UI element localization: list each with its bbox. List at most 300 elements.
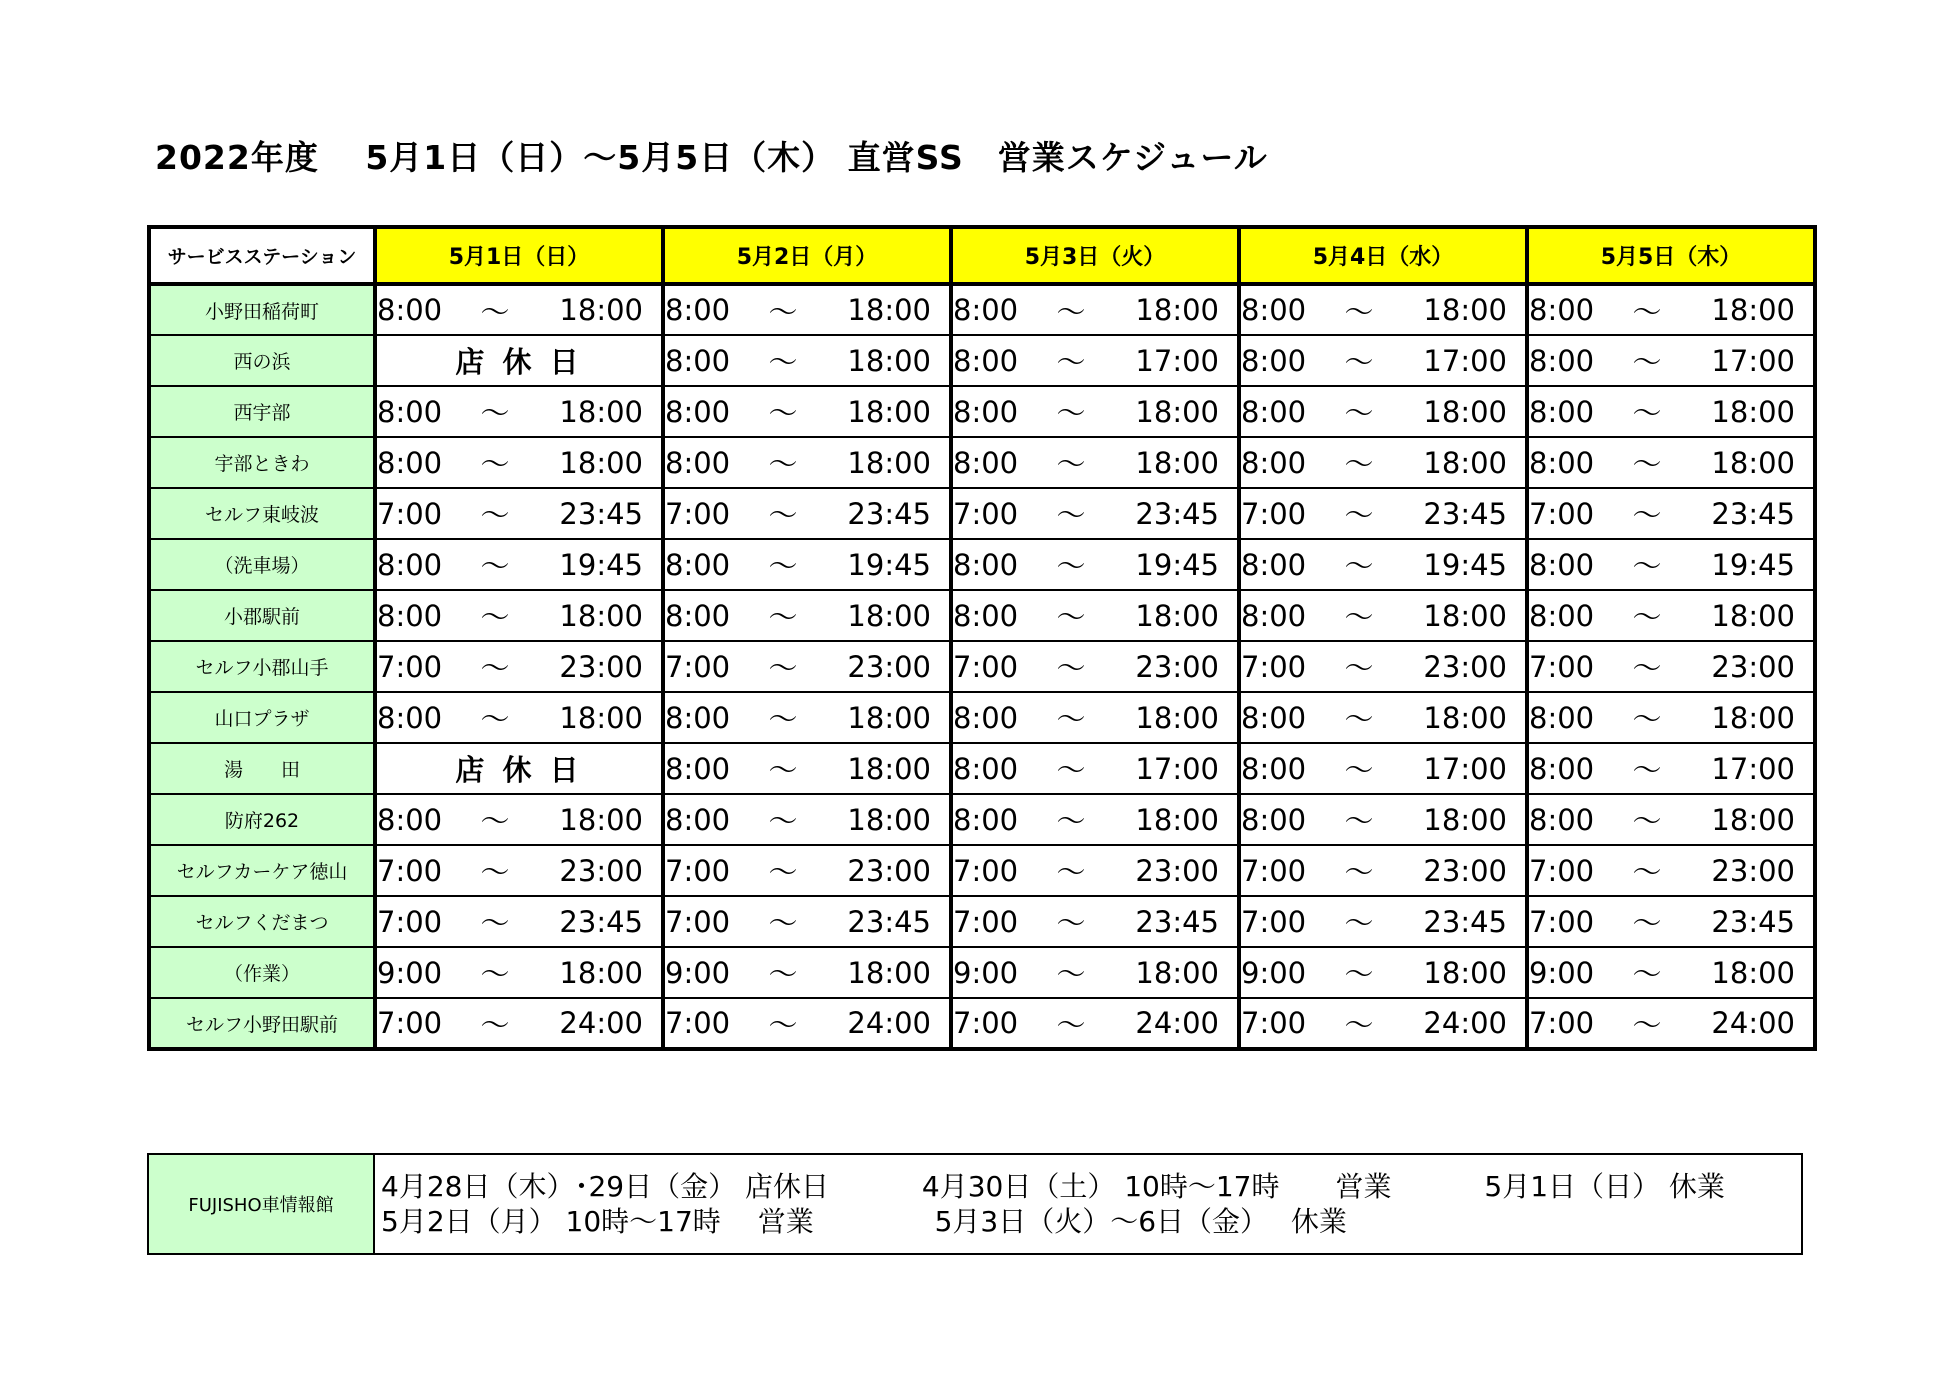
close-time: 17:00 — [1423, 751, 1507, 786]
tilde-separator: ～ — [480, 498, 510, 532]
tilde-separator: ～ — [480, 396, 510, 430]
hours-cell — [951, 896, 1239, 947]
closed-cell — [375, 335, 663, 386]
tilde-separator: ～ — [480, 549, 510, 583]
tilde-separator: ～ — [1056, 345, 1086, 379]
hours-cell — [375, 590, 663, 641]
table-row — [149, 896, 1815, 947]
open-time: 7:00 — [377, 1006, 443, 1040]
closed-label: 店 休 日 — [455, 753, 583, 787]
close-time: 18:00 — [1423, 394, 1507, 429]
tilde-separator: ～ — [480, 702, 510, 736]
tilde-separator: ～ — [1056, 855, 1086, 889]
hours-cell — [375, 845, 663, 896]
close-time: 18:00 — [1423, 598, 1507, 633]
tilde-separator: ～ — [480, 906, 510, 940]
close-time: 18:00 — [1711, 955, 1795, 990]
hours-cell — [1239, 641, 1527, 692]
open-time: 8:00 — [1241, 445, 1307, 480]
table-row — [149, 794, 1815, 845]
hours-cell — [1527, 692, 1815, 743]
close-time: 23:00 — [1423, 853, 1507, 888]
close-time: 18:00 — [1711, 293, 1795, 327]
open-time: 7:00 — [953, 904, 1019, 939]
open-time: 7:00 — [1241, 1006, 1307, 1040]
tilde-separator: ～ — [768, 651, 798, 685]
close-time: 23:00 — [1711, 649, 1795, 684]
hours-cell — [375, 947, 663, 998]
hours-cell — [951, 692, 1239, 743]
hours-cell — [375, 896, 663, 947]
close-time: 18:00 — [1135, 394, 1219, 429]
hours-cell — [1527, 794, 1815, 845]
tilde-separator: ～ — [1056, 447, 1086, 481]
hours-cell — [1239, 794, 1527, 845]
close-time: 18:00 — [1135, 700, 1219, 735]
info-text — [374, 1154, 1802, 1254]
close-time: 18:00 — [1423, 445, 1507, 480]
hours-cell — [663, 284, 951, 335]
schedule-table — [147, 225, 1817, 1051]
hours-cell — [663, 386, 951, 437]
close-time: 23:45 — [1423, 904, 1507, 939]
station-name: 湯 田 — [149, 743, 375, 794]
open-time: 7:00 — [953, 1006, 1019, 1040]
hours-cell — [375, 284, 663, 335]
tilde-separator: ～ — [768, 702, 798, 736]
close-time: 18:00 — [847, 293, 931, 327]
tilde-separator: ～ — [768, 396, 798, 430]
close-time: 18:00 — [559, 445, 643, 480]
close-time: 18:00 — [559, 394, 643, 429]
close-time: 23:00 — [847, 649, 931, 684]
open-time: 8:00 — [953, 751, 1019, 786]
open-time: 8:00 — [953, 394, 1019, 429]
open-time: 7:00 — [665, 649, 731, 684]
open-time: 7:00 — [1529, 853, 1595, 888]
open-time: 7:00 — [665, 853, 731, 888]
open-time: 8:00 — [665, 343, 731, 378]
hours-cell — [1527, 998, 1815, 1049]
close-time: 18:00 — [1423, 955, 1507, 990]
station-name: 山口プラザ — [149, 692, 375, 743]
close-time: 23:00 — [1423, 649, 1507, 684]
hours-cell — [951, 539, 1239, 590]
open-time: 8:00 — [665, 700, 731, 735]
hours-cell — [375, 437, 663, 488]
tilde-separator: ～ — [1632, 957, 1662, 991]
hours-cell — [663, 794, 951, 845]
close-time: 23:45 — [1423, 496, 1507, 531]
hours-cell — [951, 743, 1239, 794]
open-time: 7:00 — [1529, 649, 1595, 684]
open-time: 8:00 — [1241, 394, 1307, 429]
hours-cell — [1239, 947, 1527, 998]
open-time: 7:00 — [665, 1006, 731, 1040]
tilde-separator: ～ — [1344, 702, 1374, 736]
close-time: 18:00 — [847, 955, 931, 990]
open-time: 7:00 — [1241, 853, 1307, 888]
close-time: 18:00 — [1135, 802, 1219, 837]
close-time: 18:00 — [1711, 598, 1795, 633]
info-station-name: FUJISHO車情報館 — [148, 1154, 374, 1254]
close-time: 18:00 — [559, 700, 643, 735]
open-time: 8:00 — [1529, 802, 1595, 837]
hours-cell — [375, 488, 663, 539]
tilde-separator: ～ — [1056, 294, 1086, 329]
open-time: 8:00 — [665, 547, 731, 582]
tilde-separator: ～ — [768, 294, 798, 329]
open-time: 8:00 — [953, 445, 1019, 480]
station-name: 小野田稲荷町 — [149, 284, 375, 335]
close-time: 18:00 — [847, 598, 931, 633]
tilde-separator: ～ — [1344, 1007, 1374, 1042]
close-time: 18:00 — [1423, 700, 1507, 735]
open-time: 8:00 — [1241, 598, 1307, 633]
tilde-separator: ～ — [1632, 549, 1662, 583]
open-time: 8:00 — [665, 598, 731, 633]
tilde-separator: ～ — [1344, 498, 1374, 532]
tilde-separator: ～ — [768, 855, 798, 889]
hours-cell — [663, 845, 951, 896]
table-row — [149, 845, 1815, 896]
table-row — [149, 998, 1815, 1049]
hours-cell — [1239, 488, 1527, 539]
hours-cell — [663, 896, 951, 947]
day-header-5: 5月5日（木） — [1527, 227, 1815, 284]
open-time: 7:00 — [377, 496, 443, 531]
hours-cell — [951, 488, 1239, 539]
tilde-separator: ～ — [1344, 855, 1374, 889]
open-time: 8:00 — [1529, 598, 1595, 633]
close-time: 19:45 — [1135, 547, 1219, 582]
table-row — [149, 539, 1815, 590]
open-time: 8:00 — [953, 293, 1019, 327]
close-time: 19:45 — [559, 547, 643, 582]
day-header-3: 5月3日（火） — [951, 227, 1239, 284]
open-time: 8:00 — [1529, 293, 1595, 327]
info-line-1: 4月28日（木）･29日（金） 店休日 4月30日（土） 10時～17時 営業 5月1日（日） 休業 — [381, 1170, 1725, 1203]
close-time: 18:00 — [559, 598, 643, 633]
tilde-separator: ～ — [1056, 498, 1086, 532]
table-row — [149, 590, 1815, 641]
open-time: 7:00 — [377, 904, 443, 939]
hours-cell — [1239, 437, 1527, 488]
schedule-body — [149, 284, 1815, 1049]
open-time: 8:00 — [665, 394, 731, 429]
tilde-separator: ～ — [1344, 345, 1374, 379]
open-time: 8:00 — [377, 394, 443, 429]
hours-cell — [1527, 539, 1815, 590]
open-time: 8:00 — [377, 547, 443, 582]
hours-cell — [951, 437, 1239, 488]
close-time: 17:00 — [1711, 343, 1795, 378]
station-name: セルフ東岐波 — [149, 488, 375, 539]
open-time: 8:00 — [377, 293, 443, 327]
tilde-separator: ～ — [480, 855, 510, 889]
station-name: セルフ小郡山手 — [149, 641, 375, 692]
hours-cell — [663, 743, 951, 794]
hours-cell — [951, 386, 1239, 437]
close-time: 18:00 — [559, 293, 643, 327]
station-name: セルフカーケア徳山 — [149, 845, 375, 896]
tilde-separator: ～ — [1632, 447, 1662, 481]
table-row — [149, 386, 1815, 437]
tilde-separator: ～ — [1056, 906, 1086, 940]
close-time: 17:00 — [1711, 751, 1795, 786]
open-time: 8:00 — [1529, 445, 1595, 480]
tilde-separator: ～ — [768, 1007, 798, 1042]
open-time: 7:00 — [1241, 649, 1307, 684]
open-time: 8:00 — [665, 802, 731, 837]
close-time: 18:00 — [1135, 445, 1219, 480]
hours-cell — [663, 437, 951, 488]
info-row — [148, 1154, 1802, 1254]
close-time: 23:00 — [1135, 649, 1219, 684]
day-header-2: 5月2日（月） — [663, 227, 951, 284]
tilde-separator: ～ — [1344, 651, 1374, 685]
tilde-separator: ～ — [1056, 1007, 1086, 1042]
close-time: 23:45 — [1135, 496, 1219, 531]
station-name: 小郡駅前 — [149, 590, 375, 641]
open-time: 8:00 — [377, 445, 443, 480]
tilde-separator: ～ — [1632, 396, 1662, 430]
tilde-separator: ～ — [1632, 345, 1662, 379]
open-time: 8:00 — [1529, 751, 1595, 786]
open-time: 7:00 — [1529, 496, 1595, 531]
close-time: 17:00 — [1135, 343, 1219, 378]
hours-cell — [951, 590, 1239, 641]
tilde-separator: ～ — [768, 804, 798, 838]
open-time: 8:00 — [953, 598, 1019, 633]
station-name: 防府262 — [149, 794, 375, 845]
tilde-separator: ～ — [768, 498, 798, 532]
tilde-separator: ～ — [1344, 549, 1374, 583]
table-row — [149, 641, 1815, 692]
close-time: 19:45 — [847, 547, 931, 582]
open-time: 8:00 — [665, 751, 731, 786]
hours-cell — [951, 845, 1239, 896]
hours-cell — [1527, 488, 1815, 539]
close-time: 17:00 — [1423, 343, 1507, 378]
tilde-separator: ～ — [1056, 651, 1086, 685]
hours-cell — [1239, 590, 1527, 641]
open-time: 8:00 — [953, 700, 1019, 735]
tilde-separator: ～ — [480, 957, 510, 991]
close-time: 23:45 — [1711, 496, 1795, 531]
hours-cell — [375, 998, 663, 1049]
hours-cell — [951, 335, 1239, 386]
info-line-2: 5月2日（月） 10時～17時 営業 5月3日（火）～6日（金） 休業 — [381, 1205, 1347, 1238]
close-time: 23:45 — [559, 496, 643, 531]
station-name: セルフ小野田駅前 — [149, 998, 375, 1049]
close-time: 18:00 — [847, 751, 931, 786]
hours-cell — [1239, 284, 1527, 335]
close-time: 23:00 — [559, 649, 643, 684]
open-time: 8:00 — [377, 700, 443, 735]
tilde-separator: ～ — [1344, 447, 1374, 481]
hours-cell — [1527, 590, 1815, 641]
close-time: 23:45 — [847, 496, 931, 531]
tilde-separator: ～ — [480, 447, 510, 481]
close-time: 18:00 — [847, 343, 931, 378]
open-time: 8:00 — [1529, 700, 1595, 735]
hours-cell — [1239, 386, 1527, 437]
table-row — [149, 284, 1815, 335]
hours-cell — [375, 692, 663, 743]
station-name: （作業） — [149, 947, 375, 998]
close-time: 18:00 — [1711, 700, 1795, 735]
close-time: 23:45 — [1711, 904, 1795, 939]
hours-cell — [1527, 896, 1815, 947]
tilde-separator: ～ — [1632, 600, 1662, 634]
close-time: 18:00 — [559, 955, 643, 990]
hours-cell — [1527, 845, 1815, 896]
hours-cell — [1527, 947, 1815, 998]
closed-cell — [375, 743, 663, 794]
close-time: 23:45 — [847, 904, 931, 939]
info-table — [147, 1153, 1803, 1255]
close-time: 24:00 — [559, 1006, 643, 1040]
hours-cell — [1239, 743, 1527, 794]
tilde-separator: ～ — [480, 1007, 510, 1042]
close-time: 24:00 — [1711, 1006, 1795, 1040]
hours-cell — [663, 539, 951, 590]
open-time: 8:00 — [1241, 802, 1307, 837]
table-row — [149, 335, 1815, 386]
open-time: 9:00 — [1529, 955, 1595, 990]
hours-cell — [1239, 692, 1527, 743]
hours-cell — [663, 692, 951, 743]
station-name: 西の浜 — [149, 335, 375, 386]
open-time: 7:00 — [377, 853, 443, 888]
open-time: 8:00 — [1241, 293, 1307, 327]
hours-cell — [1239, 539, 1527, 590]
hours-cell — [951, 284, 1239, 335]
close-time: 18:00 — [1135, 955, 1219, 990]
tilde-separator: ～ — [1056, 804, 1086, 838]
tilde-separator: ～ — [1632, 498, 1662, 532]
table-row — [149, 743, 1815, 794]
close-time: 18:00 — [1711, 394, 1795, 429]
open-time: 7:00 — [953, 853, 1019, 888]
open-time: 8:00 — [1529, 394, 1595, 429]
day-header-1: 5月1日（日） — [375, 227, 663, 284]
close-time: 23:45 — [559, 904, 643, 939]
close-time: 24:00 — [1135, 1006, 1219, 1040]
open-time: 8:00 — [1241, 700, 1307, 735]
tilde-separator: ～ — [480, 294, 510, 329]
hours-cell — [1527, 284, 1815, 335]
tilde-separator: ～ — [1344, 804, 1374, 838]
open-time: 8:00 — [377, 802, 443, 837]
hours-cell — [951, 794, 1239, 845]
open-time: 9:00 — [1241, 955, 1307, 990]
tilde-separator: ～ — [1344, 294, 1374, 329]
open-time: 8:00 — [1241, 547, 1307, 582]
hours-cell — [1527, 743, 1815, 794]
close-time: 18:00 — [1711, 445, 1795, 480]
open-time: 8:00 — [1529, 343, 1595, 378]
hours-cell — [951, 641, 1239, 692]
open-time: 8:00 — [953, 802, 1019, 837]
close-time: 24:00 — [847, 1006, 931, 1040]
tilde-separator: ～ — [1056, 957, 1086, 991]
hours-cell — [951, 947, 1239, 998]
hours-cell — [951, 998, 1239, 1049]
tilde-separator: ～ — [768, 906, 798, 940]
close-time: 18:00 — [1135, 598, 1219, 633]
close-time: 23:00 — [1711, 853, 1795, 888]
tilde-separator: ～ — [480, 804, 510, 838]
open-time: 7:00 — [1529, 904, 1595, 939]
open-time: 7:00 — [1529, 1006, 1595, 1040]
hours-cell — [663, 488, 951, 539]
tilde-separator: ～ — [1632, 651, 1662, 685]
hours-cell — [375, 539, 663, 590]
table-row — [149, 437, 1815, 488]
close-time: 23:00 — [1135, 853, 1219, 888]
open-time: 8:00 — [1241, 751, 1307, 786]
close-time: 18:00 — [1423, 293, 1507, 327]
open-time: 7:00 — [953, 496, 1019, 531]
tilde-separator: ～ — [1056, 702, 1086, 736]
hours-cell — [663, 335, 951, 386]
close-time: 18:00 — [1423, 802, 1507, 837]
open-time: 9:00 — [953, 955, 1019, 990]
hours-cell — [1527, 335, 1815, 386]
open-time: 8:00 — [953, 547, 1019, 582]
hours-cell — [1239, 998, 1527, 1049]
tilde-separator: ～ — [768, 345, 798, 379]
close-time: 18:00 — [847, 445, 931, 480]
open-time: 8:00 — [1529, 547, 1595, 582]
hours-cell — [1239, 896, 1527, 947]
station-column-header: サービスステーション — [149, 227, 375, 284]
page-title: 2022年度 5月1日（日）～5月5日（木） 直営SS 営業スケジュール — [155, 138, 1268, 177]
tilde-separator: ～ — [1344, 906, 1374, 940]
hours-cell — [663, 641, 951, 692]
hours-cell — [663, 947, 951, 998]
tilde-separator: ～ — [1056, 549, 1086, 583]
open-time: 9:00 — [377, 955, 443, 990]
close-time: 18:00 — [847, 394, 931, 429]
header-row — [149, 227, 1815, 284]
tilde-separator: ～ — [1344, 396, 1374, 430]
station-name: （洗車場） — [149, 539, 375, 590]
hours-cell — [1239, 845, 1527, 896]
station-name: 西宇部 — [149, 386, 375, 437]
tilde-separator: ～ — [1632, 855, 1662, 889]
tilde-separator: ～ — [1632, 906, 1662, 940]
close-time: 17:00 — [1135, 751, 1219, 786]
tilde-separator: ～ — [768, 753, 798, 787]
close-time: 18:00 — [847, 700, 931, 735]
open-time: 7:00 — [953, 649, 1019, 684]
open-time: 8:00 — [953, 343, 1019, 378]
hours-cell — [375, 386, 663, 437]
tilde-separator: ～ — [1632, 294, 1662, 329]
tilde-separator: ～ — [480, 651, 510, 685]
tilde-separator: ～ — [768, 549, 798, 583]
open-time: 9:00 — [665, 955, 731, 990]
hours-cell — [663, 590, 951, 641]
open-time: 8:00 — [665, 293, 731, 327]
tilde-separator: ～ — [1344, 753, 1374, 787]
tilde-separator: ～ — [1344, 957, 1374, 991]
closed-label: 店 休 日 — [455, 345, 583, 379]
hours-cell — [663, 998, 951, 1049]
